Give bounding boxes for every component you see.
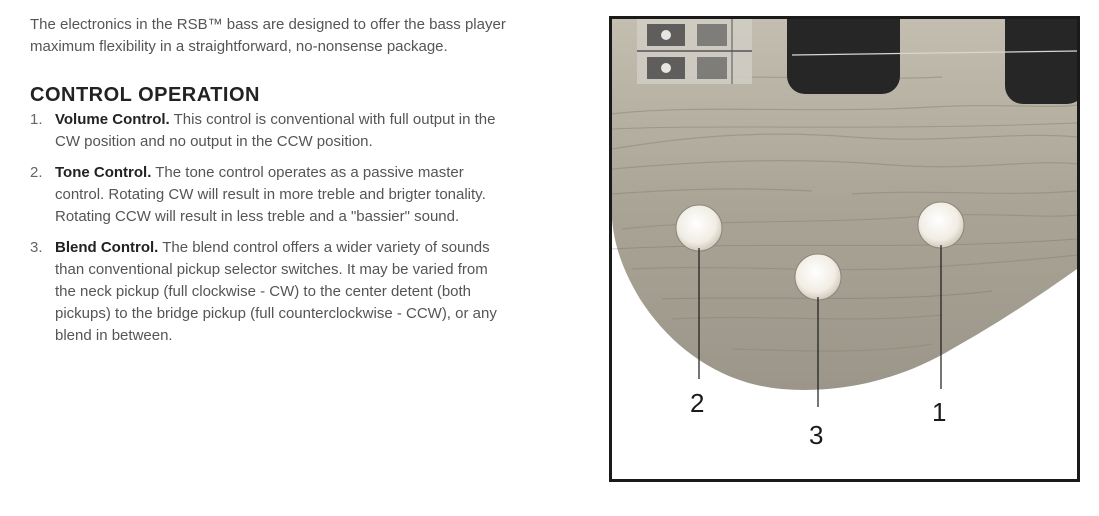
bridge-hardware — [637, 19, 752, 84]
bass-body-illustration — [612, 19, 1077, 479]
intro-paragraph: The electronics in the RSB™ bass are designed to offer the bass player maximum flexibility in a straightforward, no-nonsense package. — [30, 16, 506, 55]
control-term: Blend Control. — [55, 239, 159, 256]
control-number: 3. — [30, 239, 43, 256]
control-number: 2. — [30, 164, 43, 181]
control-item-blend — [30, 237, 510, 347]
control-term: Volume Control. — [55, 111, 170, 128]
control-term: Tone Control. — [55, 164, 152, 181]
volume-knob — [918, 202, 964, 248]
section-heading: CONTROL OPERATION — [30, 84, 260, 106]
callout-label-2: 2 — [690, 388, 705, 418]
control-list — [30, 109, 510, 347]
callout-label-1: 1 — [932, 397, 947, 427]
callout-label-3: 3 — [809, 420, 824, 450]
bass-body-photo — [609, 16, 1080, 482]
control-item-volume — [30, 109, 510, 153]
control-description: The blend control offers a wider variety of sounds than conventional pickup selector switches. It may be varied from the neck pickup (full clockwise - CW) to the center detent (both pickups) to the bridge pickup (full counterclockwise - CCW), or any blend in between. — [55, 239, 497, 344]
control-description: The tone control operates as a passive master control. Rotating CW will result in more treble and brigter tonality. Rotating CCW will result in less treble and a "bassier" sound. — [55, 164, 486, 225]
manual-text-column — [30, 14, 510, 356]
blend-knob — [795, 254, 841, 300]
control-description: This control is conventional with full output in the CW position and no output in the CCW position. — [55, 111, 496, 150]
tone-knob — [676, 205, 722, 251]
control-number: 1. — [30, 111, 43, 128]
control-item-tone — [30, 162, 510, 228]
